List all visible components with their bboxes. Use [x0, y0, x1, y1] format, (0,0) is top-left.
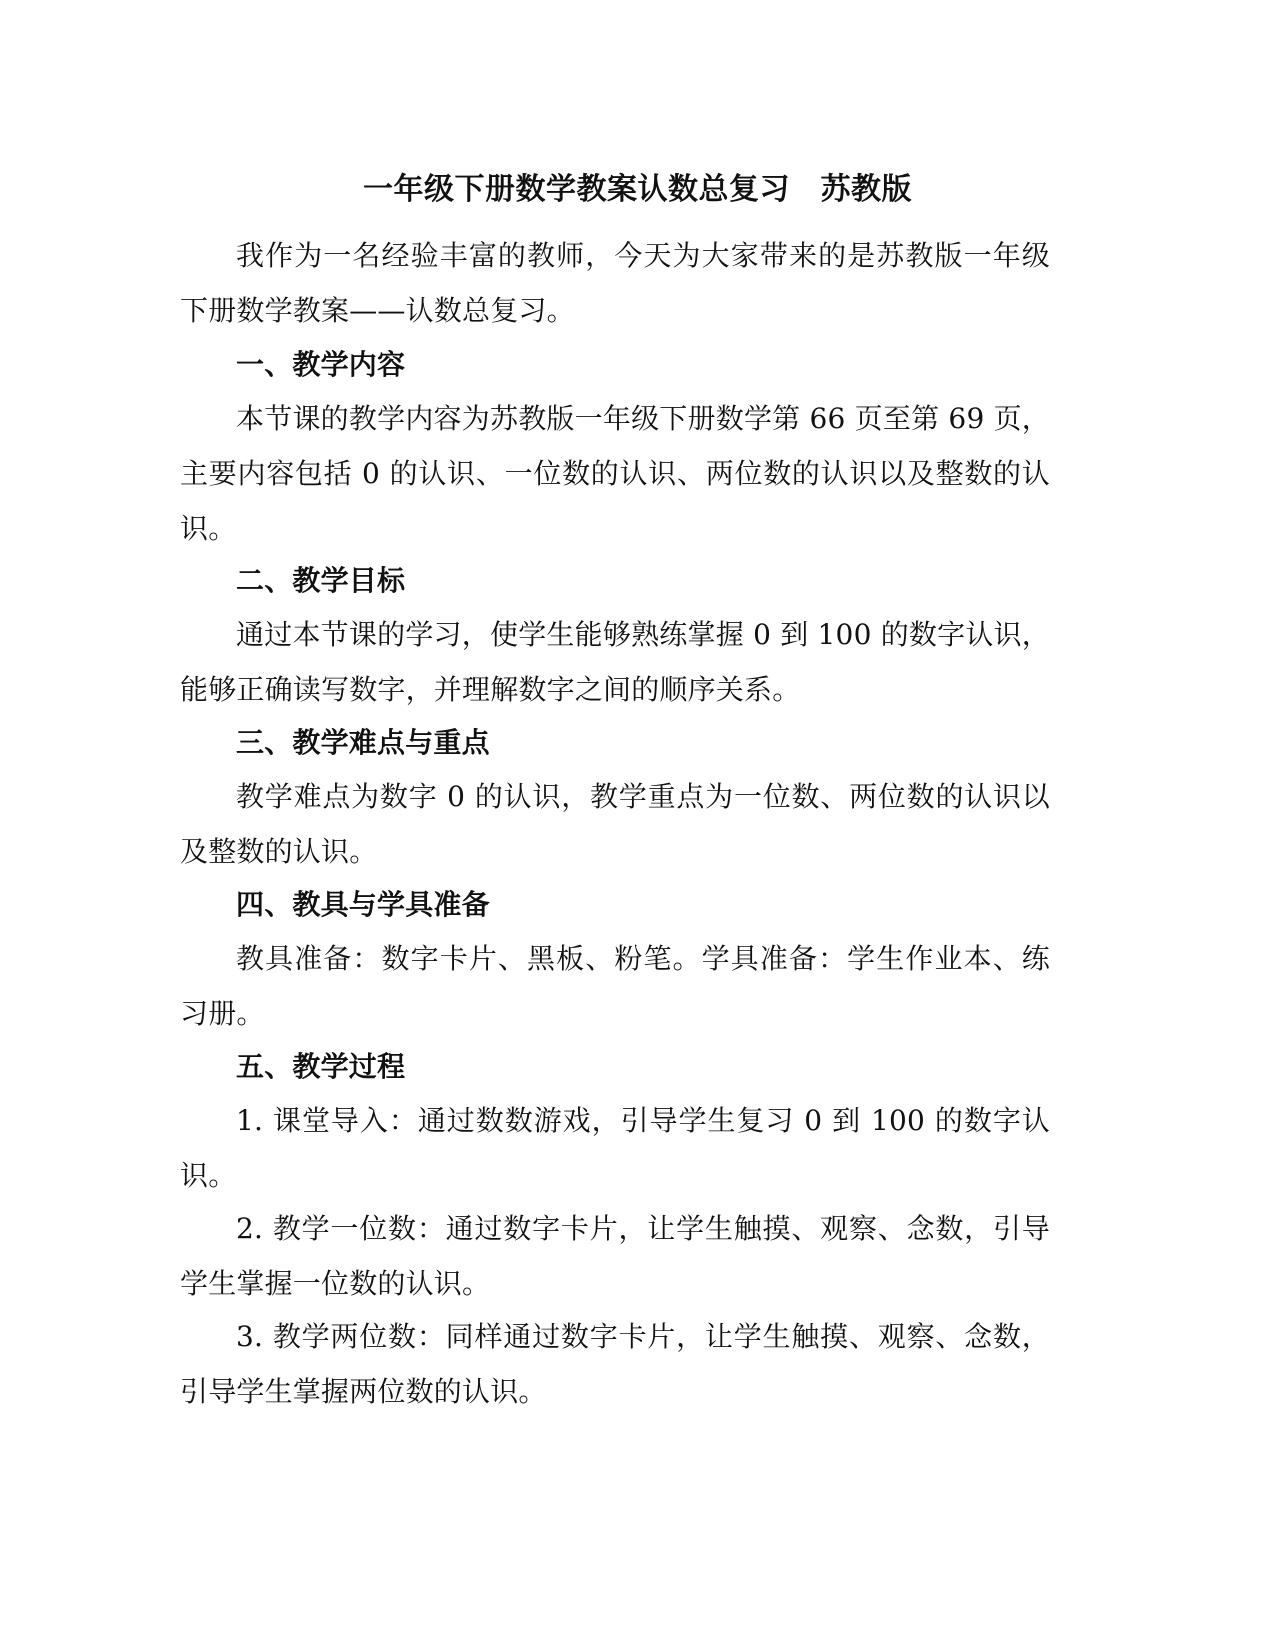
section-2-paragraph: 通过本节课的学习，使学生能够熟练掌握 0 到 100 的数字认识，能够正确读写数字，并理解数字之间的顺序关系。	[180, 618, 1050, 706]
process-step-1: 1. 课堂导入：通过数数游戏，引导学生复习 0 到 100 的数字认识。	[180, 1104, 1050, 1192]
section-2-heading: 二、教学目标	[236, 564, 406, 597]
section-3-heading: 三、教学难点与重点	[236, 726, 490, 759]
document-title: 一年级下册数学教案认数总复习 苏教版	[363, 172, 912, 207]
process-step-2: 2. 教学一位数：通过数字卡片，让学生触摸、观察、念数，引导学生掌握一位数的认识。	[180, 1212, 1050, 1300]
section-5-heading: 五、教学过程	[236, 1050, 406, 1083]
section-1-heading: 一、教学内容	[236, 348, 406, 381]
section-4-heading: 四、教具与学具准备	[236, 888, 490, 921]
section-4-paragraph: 教具准备：数字卡片、黑板、粉笔。学具准备：学生作业本、练习册。	[180, 942, 1050, 1030]
process-step-3: 3. 教学两位数：同样通过数字卡片，让学生触摸、观察、念数，引导学生掌握两位数的认识。	[180, 1320, 1050, 1408]
intro-paragraph: 我作为一名经验丰富的教师，今天为大家带来的是苏教版一年级下册数学教案——认数总复习。	[180, 239, 1050, 327]
section-3-paragraph: 教学难点为数字 0 的认识，教学重点为一位数、两位数的认识以及整数的认识。	[180, 780, 1050, 868]
section-1-paragraph: 本节课的教学内容为苏教版一年级下册数学第 66 页至第 69 页，主要内容包括 0 的认识、一位数的认识、两位数的认识以及整数的认识。	[180, 402, 1050, 545]
